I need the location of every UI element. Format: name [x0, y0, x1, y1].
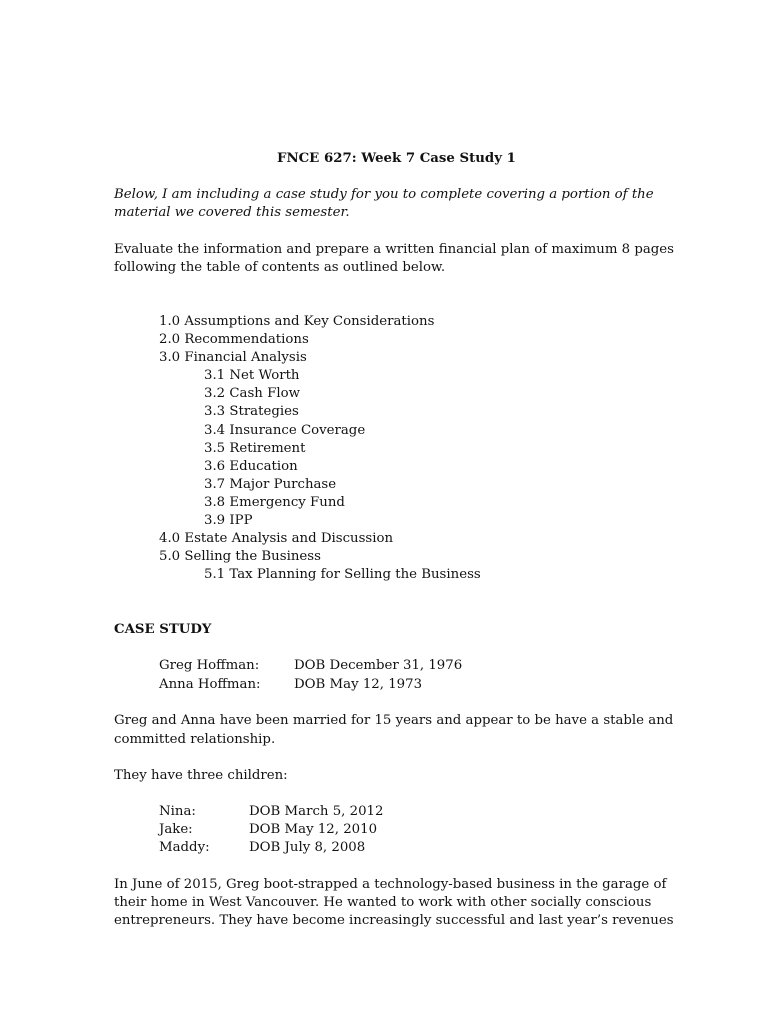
toc-subitem: 3.6 Education: [204, 459, 298, 474]
document-title: FNCE 627: Week 7 Case Study 1: [277, 151, 516, 166]
toc-item: 4.0 Estate Analysis and Discussion: [159, 531, 394, 546]
child-name: Maddy:: [159, 840, 210, 855]
child-dob: DOB May 12, 2010: [249, 822, 378, 837]
intro-line: material we covered this semester.: [114, 205, 350, 220]
children-intro: They have three children:: [114, 768, 288, 783]
child-dob: DOB July 8, 2008: [249, 840, 366, 855]
toc-item: 1.0 Assumptions and Key Considerations: [159, 314, 435, 329]
toc-subitem: 3.9 IPP: [204, 513, 253, 528]
toc-subitem: 3.5 Retirement: [204, 441, 306, 456]
toc-item: 5.0 Selling the Business: [159, 549, 321, 564]
toc-subitem: 3.4 Insurance Coverage: [204, 423, 366, 438]
parent-name: Greg Hoffman:: [159, 658, 260, 673]
toc-subitem: 3.8 Emergency Fund: [204, 495, 345, 510]
child-name: Jake:: [159, 822, 193, 837]
toc-item: 3.0 Financial Analysis: [159, 350, 307, 365]
child-name: Nina:: [159, 804, 196, 819]
toc-subitem: 3.3 Strategies: [204, 404, 299, 419]
toc-subitem: 3.7 Major Purchase: [204, 477, 337, 492]
case-study-heading: CASE STUDY: [114, 622, 212, 637]
intro-line: Below, I am including a case study for you to complete covering a portion of the: [114, 187, 654, 202]
toc-item: 2.0 Recommendations: [159, 332, 309, 347]
marriage-line: Greg and Anna have been married for 15 years and appear to be have a stable and: [114, 713, 674, 728]
business-line: entrepreneurs. They have become increasingly successful and last year’s revenues: [114, 913, 674, 928]
instruction-line: Evaluate the information and prepare a written financial plan of maximum 8 pages: [114, 242, 675, 257]
toc-subitem: 3.1 Net Worth: [204, 368, 300, 383]
business-line: their home in West Vancouver. He wanted to work with other socially conscious: [114, 895, 652, 910]
instruction-line: following the table of contents as outlined below.: [114, 260, 446, 275]
toc-subitem: 3.2 Cash Flow: [204, 386, 300, 401]
toc-subitem: 5.1 Tax Planning for Selling the Business: [204, 567, 481, 582]
parent-name: Anna Hoffman:: [159, 677, 261, 692]
parent-dob: DOB December 31, 1976: [294, 658, 463, 673]
child-dob: DOB March 5, 2012: [249, 804, 384, 819]
marriage-line: committed relationship.: [114, 732, 276, 747]
parent-dob: DOB May 12, 1973: [294, 677, 423, 692]
business-line: In June of 2015, Greg boot-strapped a technology-based business in the garage of: [114, 877, 667, 892]
